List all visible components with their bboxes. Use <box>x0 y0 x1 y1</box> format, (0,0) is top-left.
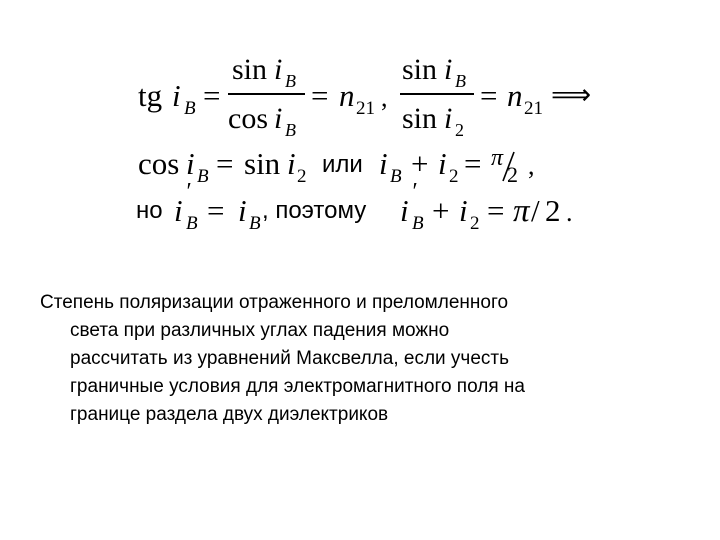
n-symbol: n <box>339 78 355 113</box>
i-symbol: i <box>186 146 195 181</box>
equals-sign: = <box>464 146 482 181</box>
paragraph-line: границе раздела двух диэлектриков <box>70 404 389 425</box>
subscript-21: 21 <box>356 98 375 119</box>
subscript-2: 2 <box>455 120 464 140</box>
i-symbol: i <box>274 53 283 86</box>
denominator-2: 2 <box>507 162 518 187</box>
sin-text: sin <box>402 102 438 135</box>
i-symbol: i <box>444 102 453 135</box>
equals-sign: = <box>216 146 234 181</box>
formula-block <box>0 0 720 260</box>
sin-text: sin <box>402 53 438 86</box>
equals-sign: = <box>207 193 225 228</box>
subscript-b: B <box>186 213 198 234</box>
sin-text: sin <box>232 53 268 86</box>
subscript-b: B <box>249 213 261 234</box>
word-but: но <box>136 197 163 224</box>
plus-sign: + <box>411 146 429 181</box>
subscript-b: B <box>285 120 296 140</box>
pi-symbol: π <box>513 193 530 229</box>
cos-text: cos <box>138 146 180 181</box>
i-symbol: i <box>444 53 453 86</box>
subscript-2: 2 <box>449 166 459 187</box>
i-symbol: i <box>400 193 409 228</box>
formula-row-2 <box>138 145 535 187</box>
tg-text: tg <box>138 78 163 113</box>
i-symbol: i <box>379 146 388 181</box>
paragraph-line: граничные условия для электромагнитного поля на <box>70 376 525 397</box>
formula-row-1 <box>138 53 591 140</box>
subscript-b: B <box>455 71 466 91</box>
implies-arrow: ⟹ <box>551 79 592 110</box>
pi-symbol: π <box>491 145 504 171</box>
description-paragraph <box>40 289 680 429</box>
subscript-21: 21 <box>524 98 543 119</box>
prime-mark: ′ <box>185 179 191 205</box>
paragraph-line: рассчитать из уравнений Максвелла, если учесть <box>70 348 509 369</box>
paragraph-line: света при различных углах падения можно <box>70 320 450 341</box>
equals-sign: = <box>203 78 221 113</box>
comma: , <box>381 83 388 112</box>
period: . <box>566 198 573 227</box>
i-symbol: i <box>438 146 447 181</box>
denominator-2: 2 <box>545 193 561 228</box>
i-symbol: i <box>459 193 468 228</box>
sin-text: sin <box>244 146 281 181</box>
i-symbol: i <box>274 102 283 135</box>
subscript-2: 2 <box>470 213 480 234</box>
prime-mark: ′ <box>411 179 417 205</box>
subscript-2: 2 <box>297 166 307 187</box>
paragraph-line: Степень поляризации отраженного и преломленного <box>40 292 509 313</box>
subscript-b: B <box>197 166 209 187</box>
i-symbol: i <box>238 193 247 228</box>
equals-sign: = <box>311 78 329 113</box>
n-symbol: n <box>507 78 523 113</box>
comma: , <box>528 151 535 180</box>
division-slash: / <box>531 193 540 228</box>
plus-sign: + <box>432 193 450 228</box>
equals-sign: = <box>480 78 498 113</box>
i-symbol: i <box>174 193 183 228</box>
i-symbol: i <box>172 78 181 113</box>
subscript-b: B <box>390 166 402 187</box>
formula-row-3 <box>136 179 573 234</box>
subscript-b: B <box>285 71 296 91</box>
word-or: или <box>322 151 363 178</box>
i-symbol: i <box>287 146 296 181</box>
subscript-b: B <box>412 213 424 234</box>
cos-text: cos <box>228 102 268 135</box>
subscript-b: B <box>184 98 196 119</box>
word-therefore: , поэтому <box>262 197 367 224</box>
equals-sign: = <box>487 193 505 228</box>
